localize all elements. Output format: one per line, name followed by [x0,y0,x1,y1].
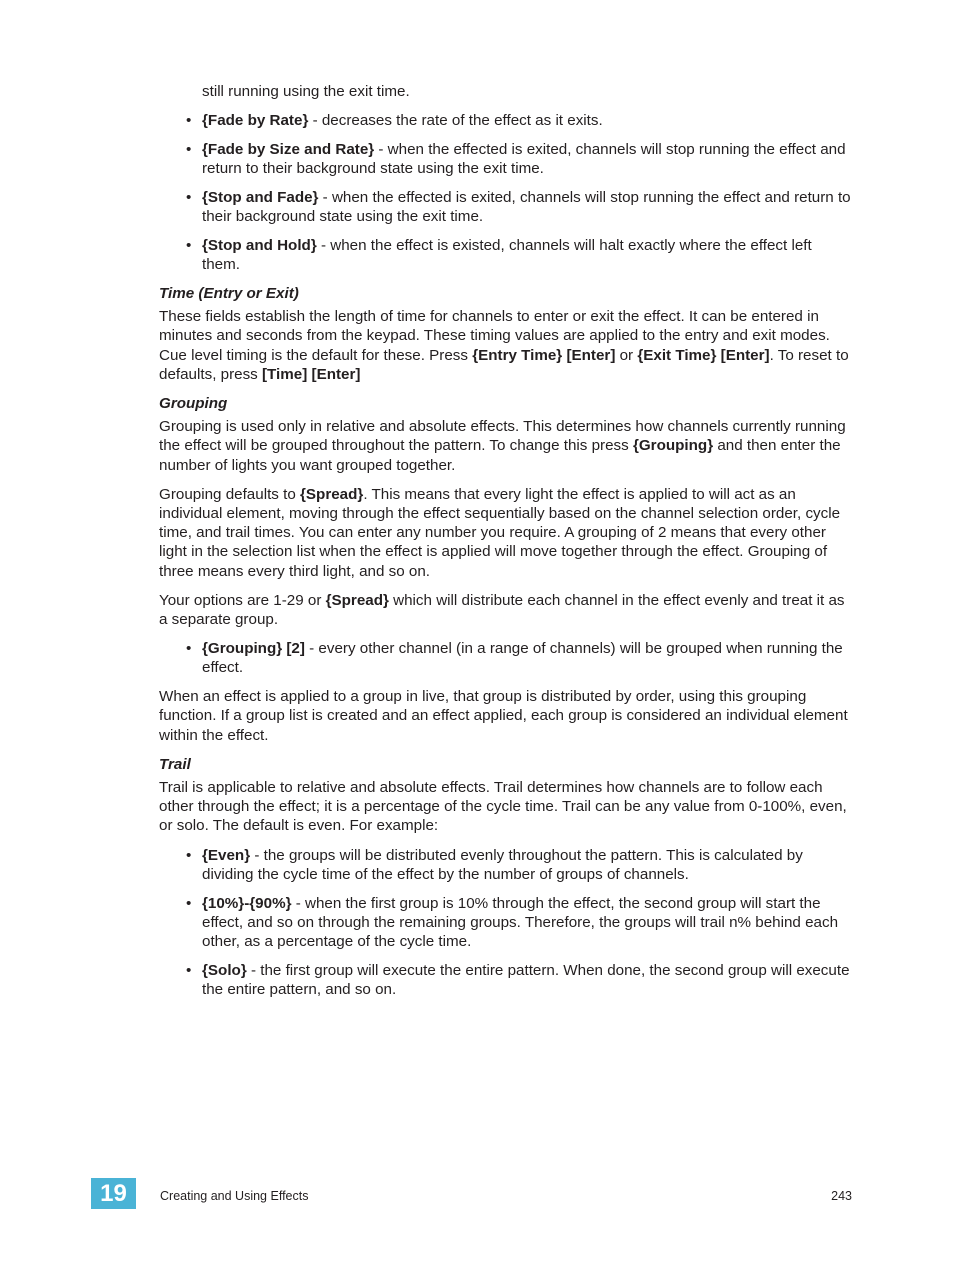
text: These fields establish the length of time for channels to enter or exit the effect. It can be entered in minutes and seconds from the keypad. These timing values are applied to the entry and exit modes. Cue level timing is the default for these. Press [159,308,830,364]
page-number: 243 [831,1189,852,1203]
description: - every other channel (in a range of channels) will be grouped when running the effect. [202,640,843,677]
text: . This means that every light the effect is applied to will act as an individual element, moving through the effect sequentially based on the channel selection order, cycle time, and trail times. You can enter any number you require. A grouping of 2 means that every other light in the selection list when the effect is applied will move together through the effect. Grouping of three means every third light, and so on. [159,485,841,580]
description: - when the effected is exited, channels will stop running the effect and return to their background state using the exit time. [202,141,846,178]
key-term: {Grouping} [632,437,714,455]
section-heading-time: Time (Entry or Exit) [159,285,299,302]
list-item [159,111,853,130]
term: {Fade by Size and Rate} [202,141,375,158]
list-item [159,961,853,999]
description: - when the effect is existed, channels will halt exactly where the effect left them. [202,237,812,274]
grouping-list [159,639,853,677]
page-content [159,82,853,1009]
intro-text: still running using the exit time. [202,83,410,100]
text: Grouping defaults to [159,485,300,503]
text: which will distribute each channel in the effect evenly and treat it as a separate group. [159,591,845,629]
list-item [159,639,853,677]
description: - decreases the rate of the effect as it exits. [308,112,603,130]
term: {Fade by Rate} [202,112,309,130]
list-item [159,188,853,226]
grouping-paragraph-4: When an effect is applied to a group in live, that group is distributed by order, using this grouping function. If a group list is created and an effect applied, each group is considered an individual element within the effect. [159,688,848,744]
text: or [615,346,638,364]
grouping-paragraph-1 [159,417,853,475]
chapter-title: Creating and Using Effects [160,1189,309,1203]
key-term: {Spread} [300,485,364,503]
text: . To reset to defaults, press [159,346,849,383]
description: - when the first group is 10% through the effect, the second group will start the effect, and so on through the remaining groups. Therefore, the groups will trail n% behind each other, as a percentage of the cycle time. [202,894,839,951]
time-paragraph [159,307,853,384]
description: - the groups will be distributed evenly throughout the pattern. This is calculated by dividing the cycle time of the effect by the number of groups of channels. [202,846,803,883]
list-item [159,236,853,274]
key-term: {Spread} [325,591,389,609]
list-item [159,894,853,952]
text: Grouping is used only in relative and absolute effects. This determines how channels currently running the effect will be grouped throughout the pattern. To change this press [159,418,846,455]
grouping-paragraph-3 [159,591,853,629]
text: Your options are 1-29 or [159,591,326,609]
term: {Grouping} [2] [202,640,305,658]
section-heading-grouping: Grouping [159,395,228,413]
chapter-number-tab: 19 [91,1178,136,1209]
list-item [159,846,853,884]
text: and then enter the number of lights you want grouped together. [159,437,841,474]
key-term: {Entry Time} [Enter] [472,346,616,364]
description: - when the effected is exited, channels will stop running the effect and return to their background state using the exit time. [202,189,851,226]
description: - the first group will execute the entire pattern. When done, the second group will execute the entire pattern, and so on. [202,961,850,999]
term: {Even} [202,846,251,864]
term: {Solo} [202,961,247,979]
term: {Stop and Fade} [202,189,319,206]
exit-mode-list [159,111,853,274]
term: {Stop and Hold} [202,237,317,254]
trail-list [159,846,853,1000]
term: {10%}-{90%} [202,894,292,912]
list-item [159,140,853,178]
trail-paragraph: Trail is applicable to relative and absolute effects. Trail determines how channels are to follow each other through the effect; it is a percentage of the cycle time. Trail can be any value from 0-100%, even, or solo. The default is even. For example: [159,779,847,835]
key-term: {Exit Time} [Enter] [637,346,770,364]
grouping-paragraph-2 [159,485,853,581]
key-term: [Time] [Enter] [262,365,361,383]
section-heading-trail: Trail [159,755,191,773]
